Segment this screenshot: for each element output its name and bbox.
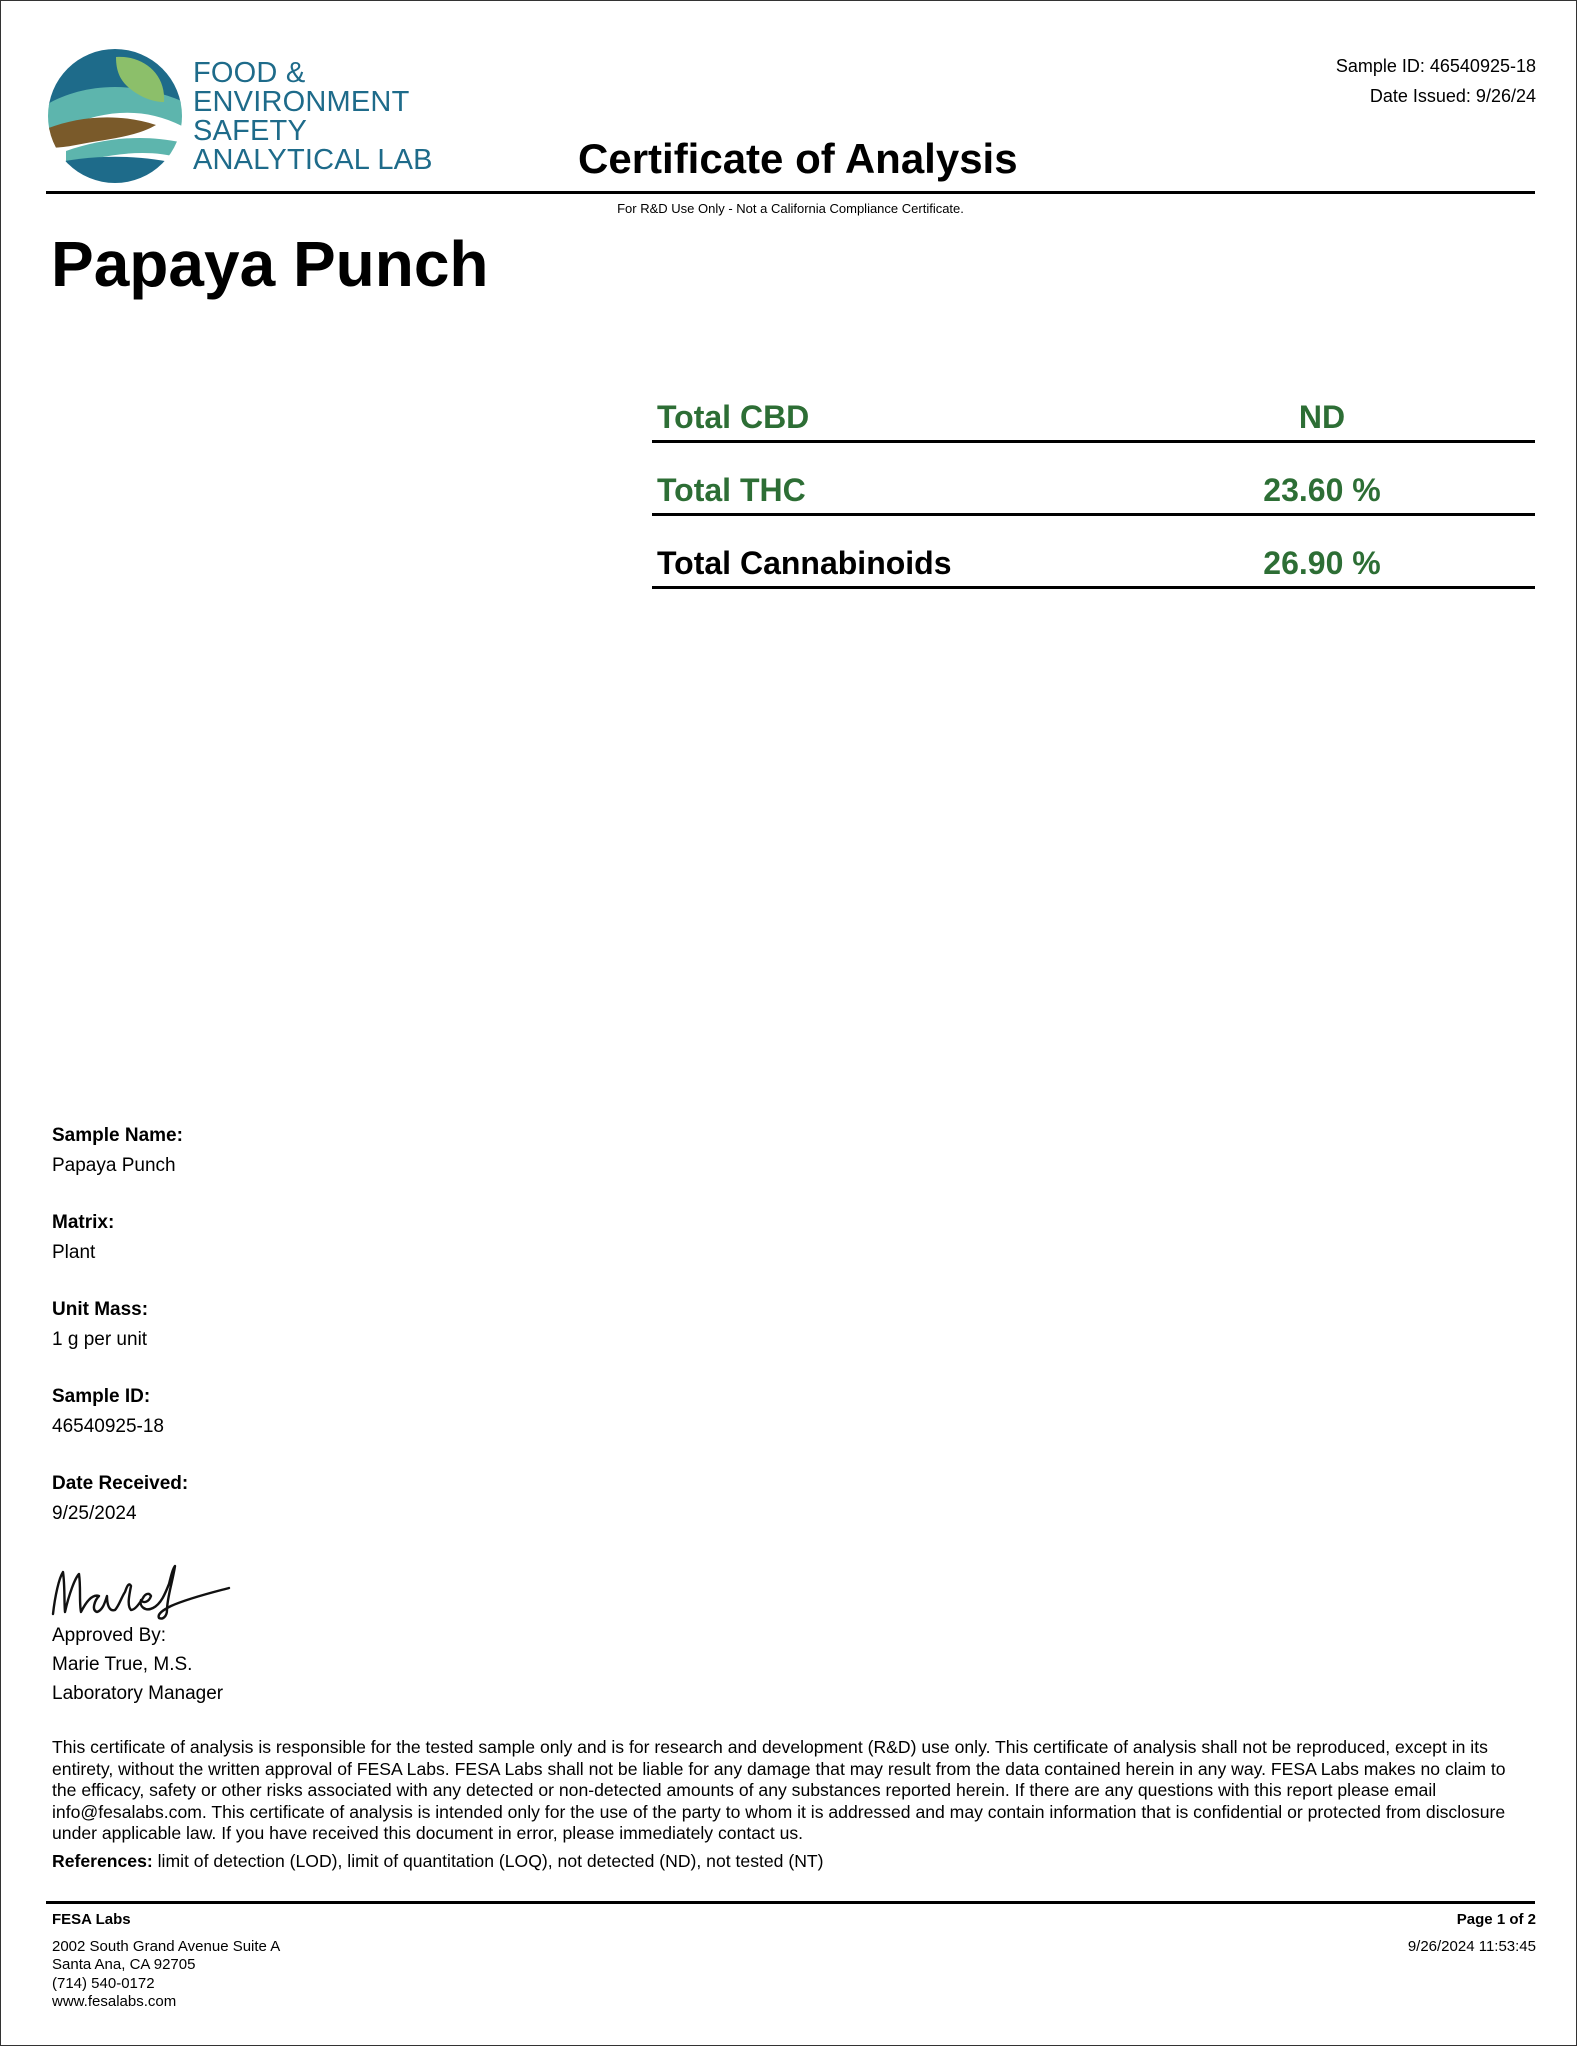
approver-name: Marie True, M.S. <box>52 1654 193 1675</box>
matrix-block <box>52 1208 188 1268</box>
summary-row-total-cbd <box>652 373 1535 443</box>
sample-id-header: Sample ID: 46540925-18 <box>1335 56 1536 76</box>
summary-value: 26.90 % <box>1263 545 1381 581</box>
approver-title: Laboratory Manager <box>52 1683 224 1704</box>
summary-value: 23.60 % <box>1263 472 1381 508</box>
fesa-logo-icon <box>46 47 184 185</box>
logo-line: SAFETY <box>193 115 307 147</box>
info-value: Plant <box>52 1242 96 1263</box>
references-text: limit of detection (LOD), limit of quantitation (LOQ), not detected (ND), not tested (NT) <box>152 1851 824 1871</box>
logo-line: ANALYTICAL LAB <box>193 144 433 176</box>
info-label: Matrix: <box>52 1212 115 1233</box>
info-value: 1 g per unit <box>52 1329 148 1350</box>
info-label: Sample ID: <box>52 1386 151 1407</box>
summary-label: Total CBD <box>657 399 810 435</box>
footer-meta <box>1408 1911 1536 1956</box>
date-received-block <box>52 1469 188 1529</box>
summary-row-total-thc <box>652 446 1535 516</box>
summary-row-total-cannabinoids <box>652 519 1535 589</box>
unit-mass-block <box>52 1295 188 1355</box>
references-line <box>52 1851 824 1872</box>
info-label: Unit Mass: <box>52 1299 149 1320</box>
potency-summary-table <box>652 373 1535 589</box>
sample-id-block <box>52 1382 188 1442</box>
info-value: 46540925-18 <box>52 1416 164 1437</box>
info-label: Date Received: <box>52 1473 189 1494</box>
info-label: Sample Name: <box>52 1125 183 1146</box>
info-value: 9/25/2024 <box>52 1503 137 1524</box>
footer-phone: (714) 540-0172 <box>52 1974 155 1992</box>
summary-value: ND <box>1298 399 1346 435</box>
date-issued: Date Issued: 9/26/24 <box>1369 86 1536 106</box>
footer-address <box>52 1911 280 2012</box>
header-divider <box>46 191 1535 194</box>
certificate-title: Certificate of Analysis <box>578 135 1018 182</box>
logo-line: FOOD & <box>193 57 306 89</box>
header-meta <box>1336 51 1536 111</box>
footer-address-line: Santa Ana, CA 92705 <box>52 1956 196 1973</box>
sample-name-block <box>52 1121 188 1181</box>
references-label: References: <box>52 1851 153 1871</box>
footer-website: www.fesalabs.com <box>52 1993 177 2010</box>
logo-line: ENVIRONMENT <box>193 86 410 118</box>
footer-address-line: 2002 South Grand Avenue Suite A <box>52 1937 281 1955</box>
summary-label: Total Cannabinoids <box>657 545 952 581</box>
disclaimer-text: This certificate of analysis is responsible for the tested sample only and is for research and development (R&D) use only. This certificate of analysis shall not be reproduced, except in its entirety, without the written approval of FESA Labs. FESA Labs shall not be liable for any damage that may result from the data contained herein in any way. FESA Labs makes no claim to the efficacy, safety or other risks associated with any detected or non-detected amounts of any substances reported herein. If there are any questions with this report please email info@fesalabs.com. This certificate of analysis is intended only for the use of the party to whom it is addressed and may contain information that is confidential or protected from disclosure under applicable law. If you have received this document in error, please immediately contact us. <box>52 1737 1506 1843</box>
approval-block <box>52 1621 223 1708</box>
logo-wordmark <box>193 59 433 175</box>
signature-image <box>49 1556 239 1624</box>
approved-by-label: Approved By: <box>52 1625 167 1646</box>
summary-label: Total THC <box>657 472 806 508</box>
product-name: Papaya Punch <box>51 228 489 300</box>
info-value: Papaya Punch <box>52 1155 176 1176</box>
page-number: Page 1 of 2 <box>1456 1911 1536 1928</box>
footer-timestamp: 9/26/2024 11:53:45 <box>1407 1937 1536 1955</box>
rd-use-note: For R&D Use Only - Not a California Compliance Certificate. <box>617 201 964 216</box>
sample-info <box>52 1121 188 1556</box>
footer-company: FESA Labs <box>52 1911 131 1928</box>
footer-divider <box>46 1901 1535 1904</box>
